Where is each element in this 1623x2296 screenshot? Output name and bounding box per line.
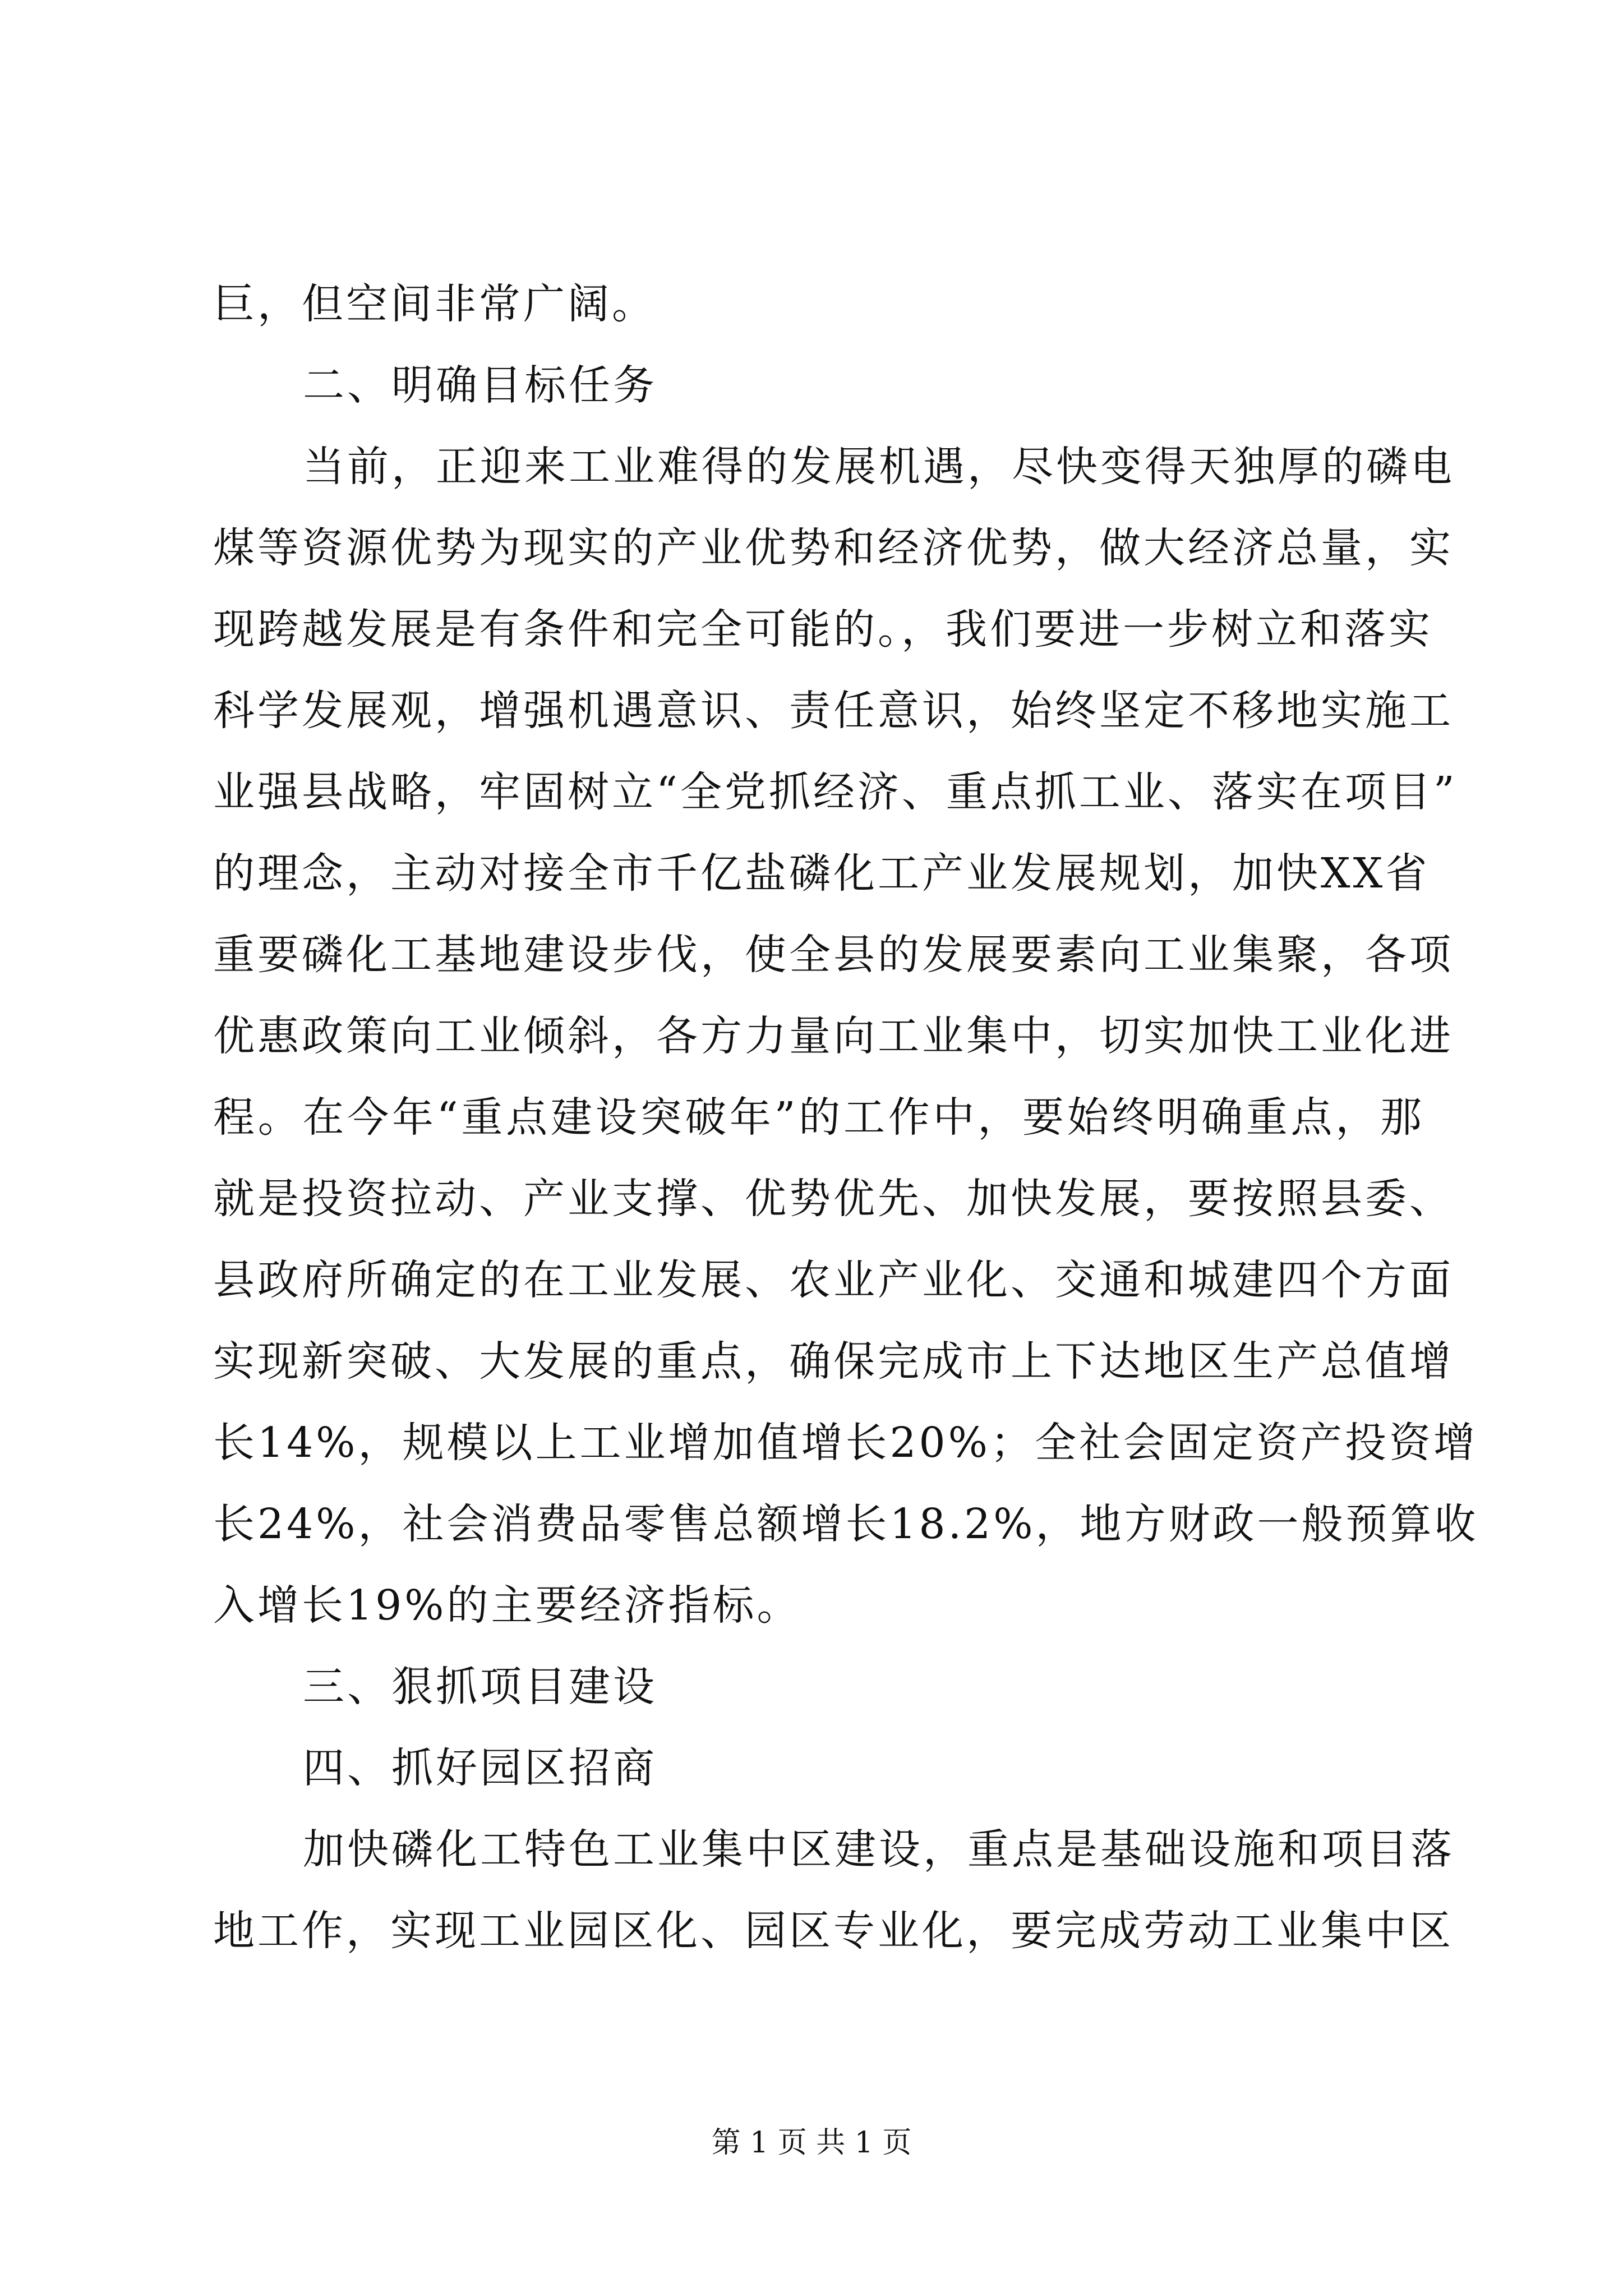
text-line: 入增长19%的主要经济指标。 [213, 1581, 801, 1630]
text-line: 实现新突破、大发展的重点，确保完成市上下达地区生产总值增 [213, 1337, 1454, 1386]
page-footer: 第 1 页 共 1 页 [711, 2126, 912, 2160]
text-line: 优惠政策向工业倾斜，各方力量向工业集中，切实加快工业化进 [213, 1012, 1454, 1060]
text-line: 现跨越发展是有条件和完全可能的。，我们要进一步树立和落实 [213, 605, 1433, 654]
text-line: 四、抓好园区招商 [303, 1744, 657, 1792]
text-line: 二、明确目标任务 [303, 361, 657, 409]
document-body [213, 264, 1479, 1972]
text-line: 三、狠抓项目建设 [303, 1663, 657, 1711]
text-line: 加快磷化工特色工业集中区建设，重点是基础设施和项目落 [303, 1825, 1455, 1874]
text-line: 长14%，规模以上工业增加值增长20%；全社会固定资产投资增 [213, 1419, 1478, 1467]
text-line: 县政府所确定的在工业发展、农业产业化、交通和城建四个方面 [213, 1256, 1454, 1304]
text-line: 业强县战略，牢固树立“全党抓经济、重点抓工业、落实在项目” [213, 768, 1458, 816]
text-line: 科学发展观，增强机遇意识、责任意识，始终坚定不移地实施工 [213, 687, 1454, 735]
text-line: 程。在今年“重点建设突破年”的工作中，要始终明确重点，那 [213, 1093, 1424, 1142]
text-line: 重要磷化工基地建设步伐，使全县的发展要素向工业集聚，各项 [213, 931, 1454, 979]
text-line: 煤等资源优势为现实的产业优势和经济优势，做大经济总量，实 [213, 524, 1454, 572]
text-line: 就是投资拉动、产业支撑、优势优先、加快发展，要按照县委、 [213, 1175, 1454, 1223]
text-line: 地工作，实现工业园区化、园区专业化，要完成劳动工业集中区 [213, 1907, 1454, 1955]
text-line: 巨，但空间非常广阔。 [213, 280, 656, 328]
text-line: 长24%，社会消费品零售总额增长18.2%，地方财政一般预算收 [213, 1500, 1479, 1548]
text-line: 当前，正迎来工业难得的发展机遇，尽快变得天独厚的磷电 [303, 443, 1455, 491]
text-line: 的理念，主动对接全市千亿盐磷化工产业发展规划，加快XX省 [213, 849, 1430, 898]
